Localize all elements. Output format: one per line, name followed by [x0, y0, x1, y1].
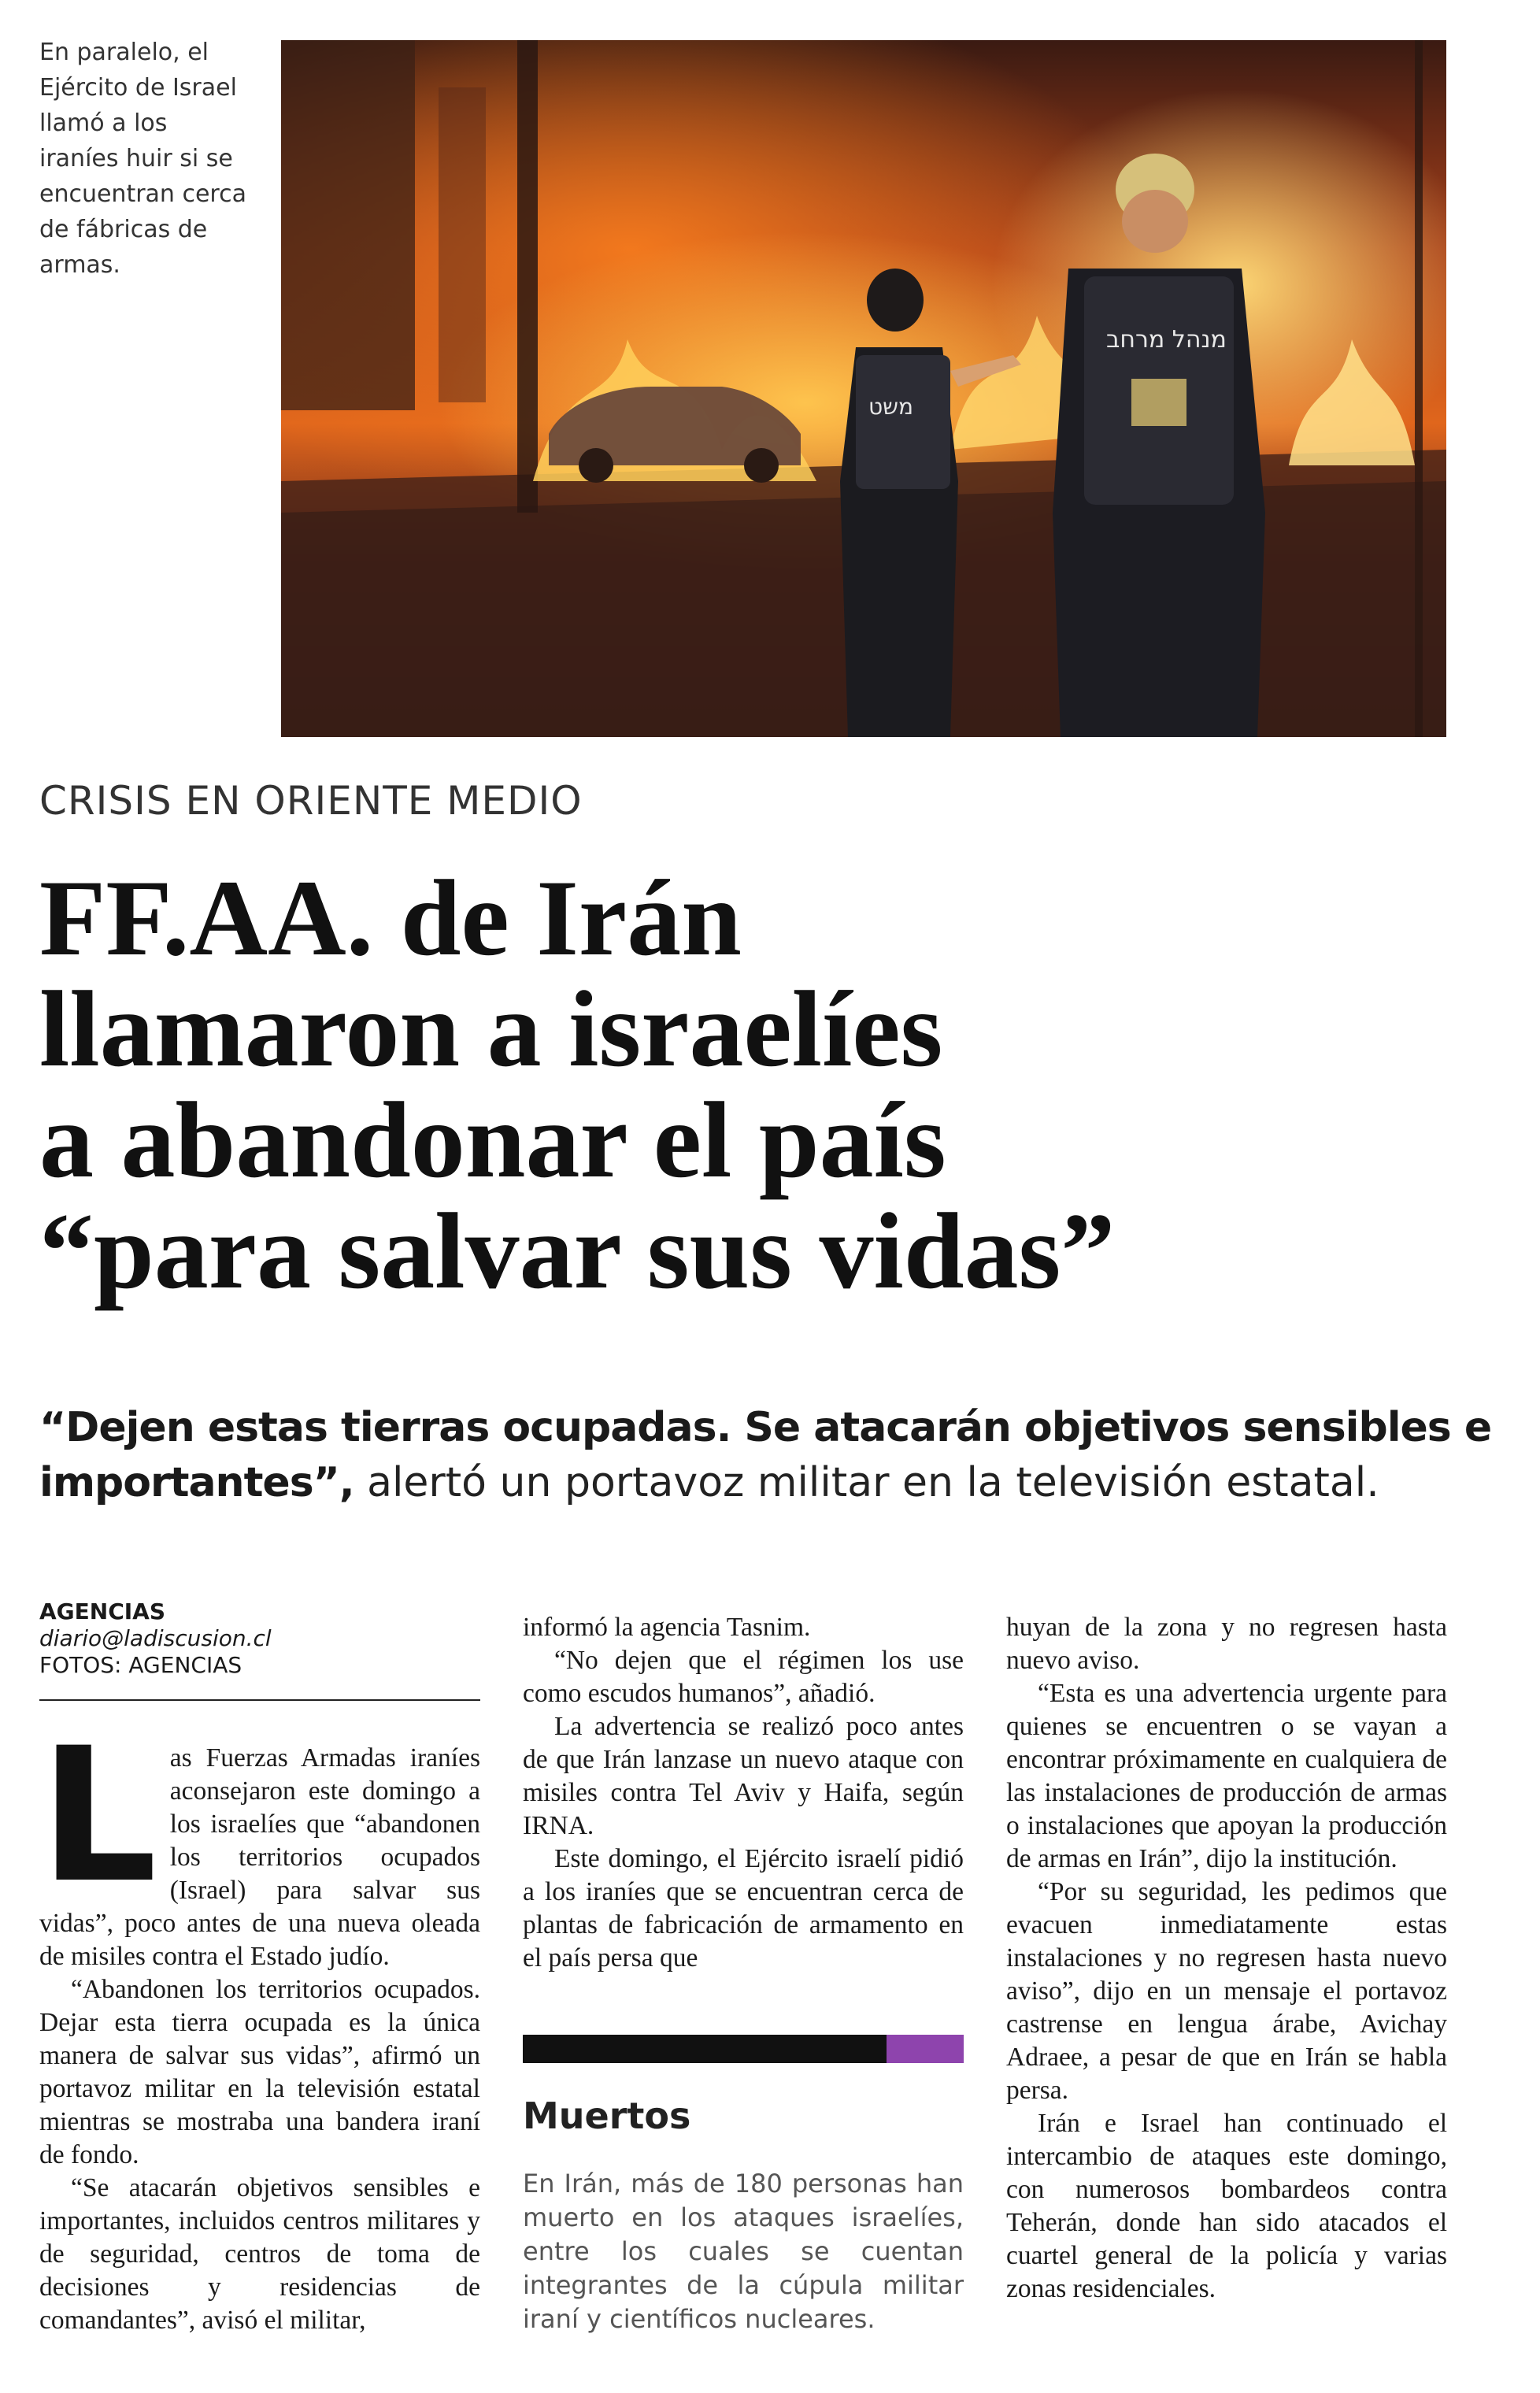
lead-quote: “Dejen estas tierras ocupadas. Se atacarán objetivos sensibles e importantes”, — [39, 1404, 1492, 1506]
box-header-accent — [887, 2035, 964, 2063]
lead-paragraph — [39, 1400, 1504, 1510]
paragraph: “Se atacarán objetivos sensibles e importantes, incluidos centros militares y de seguridad, centros de toma de decisiones y residencias de comandantes”, avisó el militar, — [39, 2173, 480, 2335]
headline-line-4: “para salvar sus vidas” — [39, 1191, 1116, 1311]
paragraph: as Fuerzas Armadas iraníes aconsejaron este domingo a los israelíes que “abandonen los territorios ocupados (Israel) para salvar sus vidas”, poco antes de una nueva oleada de misiles contra el Estado judío. — [39, 1743, 480, 1971]
photo-caption: En paralelo, el Ejército de Israel llamó a los iraníes huir si se encuentran cerca de fábricas de armas. — [39, 39, 246, 279]
lead-rest: alertó un portavoz militar en la televisión estatal. — [354, 1459, 1379, 1506]
headline — [39, 858, 1504, 1311]
news-photo — [281, 40, 1446, 737]
byline-photos: FOTOS: AGENCIAS — [39, 1652, 242, 1678]
box-text: En Irán, más de 180 personas han muerto en los ataques israelíes, entre los cuales se cuentan integrantes de la cúpula militar iraní y científicos nucleares. — [523, 2169, 964, 2334]
byline-divider — [39, 1699, 480, 1701]
vest-label-right: מנהל מרחב — [1106, 326, 1227, 354]
section-kicker: CRISIS EN ORIENTE MEDIO — [39, 778, 583, 824]
paragraph: Este domingo, el Ejército israelí pidió a los iraníes que se encuentran cerca de plantas de fabricación de armamento en el país persa que — [523, 1844, 964, 1973]
paragraph: La advertencia se realizó poco antes de que Irán lanzase un nuevo ataque con misiles contra Tel Aviv y Haifa, según IRNA. — [523, 1712, 964, 1840]
fire-scene-illustration — [281, 40, 1446, 737]
headline-line-3: a abandonar el país — [39, 1080, 946, 1200]
vest-label-left: משט — [868, 394, 914, 420]
article-column-2 — [523, 1611, 964, 1975]
headline-line-2: llamaron a israelíes — [39, 969, 943, 1089]
paragraph: “Abandonen los territorios ocupados. Dejar esta tierra ocupada es la única manera de salvar sus vidas”, afirmó un portavoz militar en la televisión estatal mientras se mostraba una bandera iraní de fondo. — [39, 1975, 480, 2169]
headline-line-1: FF.AA. de Irán — [39, 858, 742, 978]
paragraph: informó la agencia Tasnim. — [523, 1613, 811, 1642]
figure-right — [1053, 154, 1265, 737]
paragraph: “Esta es una advertencia urgente para quienes se encuentren o se vayan a encontrar próximamente en cualquiera de las instalaciones de producción de armas o instalaciones que apoyan la producción de armas en Irán”, dijo la institución. — [1006, 1679, 1447, 1873]
article-column-3 — [1006, 1611, 1447, 2306]
byline-email: diario@ladiscusion.cl — [39, 1625, 272, 1651]
paragraph: “Por su seguridad, les pedimos que evacuen inmediatamente estas instalaciones y no regresen hasta nuevo aviso”, dijo en un mensaje el portavoz castrense en lengua árabe, Avichay Adraee, a pesar de que en Irán se habla persa. — [1006, 1877, 1447, 2105]
drop-cap: L — [39, 1709, 157, 1924]
paragraph: Irán e Israel han continuado el intercambio de ataques este domingo, con numerosos bombardeos contra Teherán, donde han sido atacados el cuartel general de la policía y varias zonas residenciales. — [1006, 2109, 1447, 2303]
paragraph: “No dejen que el régimen los use como escudos humanos”, añadió. — [523, 1646, 964, 1708]
byline — [39, 1598, 480, 1679]
paragraph: huyan de la zona y no regresen hasta nuevo aviso. — [1006, 1613, 1447, 1675]
box-title: Muertos — [523, 2095, 691, 2137]
article-column-1 — [39, 1709, 480, 2337]
byline-agency: AGENCIAS — [39, 1598, 166, 1624]
